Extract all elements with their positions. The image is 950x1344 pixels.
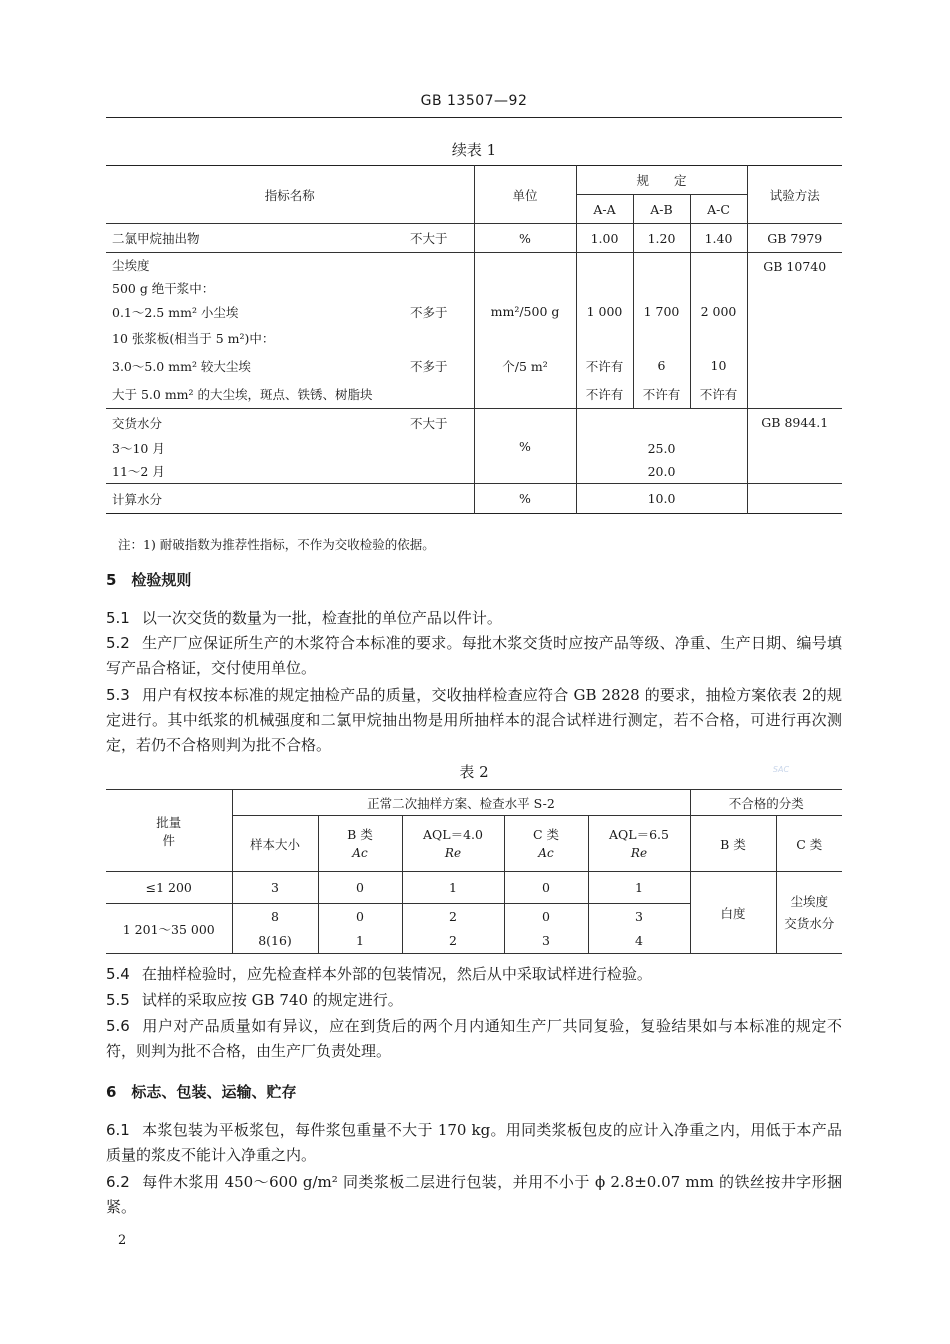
t2-batch-label: 批量 (156, 814, 182, 830)
row-moist-unit: % (474, 409, 576, 484)
t2-c-items (776, 872, 842, 954)
row-dust-line2: 0.1～2.5 mm² 小尘埃 (112, 304, 239, 320)
t2-r1-b-ac: 0 (318, 872, 402, 904)
para-5-5-num: 5.5 (106, 991, 130, 1009)
para-5-3-text: 用户有权按本标准的规定抽检产品的质量，交收抽样检查应符合 GB 2828 的要求，抽检方案依表 2的规定进行。其中纸浆的机械强度和二氯甲烷抽出物是用所抽样本的混合试样进行测定，若不合格，可进行再次测定，若仍不合格则判为批不合格。 (106, 686, 842, 754)
para-5-5-text: 试样的采取应按 GB 740 的规定进行。 (141, 991, 403, 1009)
row-dcm-unit: % (474, 224, 576, 253)
t2-r1-c-ac: 0 (504, 872, 588, 904)
row-moist-title: 交货水分 (112, 415, 163, 431)
para-5-4-num: 5.4 (106, 965, 130, 983)
t2-r3-c-re: 4 (588, 929, 690, 954)
para-6-1-text: 本浆包装为平板浆包，每件浆包重量不大于 170 kg。用同类浆板包皮的应计入净重之内，用低于本产品质量的浆皮不能计入净重之内。 (106, 1121, 842, 1164)
row-calc-name: 计算水分 (112, 491, 163, 507)
t2-r1-c-re: 1 (588, 872, 690, 904)
header-rule (106, 117, 842, 118)
row-dust-line4-ac: 10 (690, 351, 747, 381)
row-dust-line5-ac: 不许有 (690, 381, 747, 409)
t2-batch-unit: 件 (162, 832, 175, 848)
t2-r2-b-re: 2 (402, 904, 504, 929)
row-dust-line5: 大于 5.0 mm² 的大尘埃，斑点、铁锈、树脂块 (106, 381, 474, 409)
row-dust-line4: 3.0～5.0 mm² 较大尘埃 (112, 358, 251, 374)
row-moist-line1: 3～10 月 (112, 441, 165, 456)
t2-c-re-symbol: Re (630, 845, 648, 860)
row-dust-line2-aa: 1 000 (576, 299, 633, 325)
t2-r3-b-re: 2 (402, 929, 504, 954)
t2-c-ac-header (504, 816, 588, 872)
t2-c-ac-symbol: Ac (538, 845, 554, 860)
t2-c-col-header: C 类 (776, 816, 842, 872)
para-5-2-text: 生产厂应保证所生产的木浆符合本标准的要求。每批木浆交货时应按产品等级、净重、生产日期、编号填写产品合格证，交付使用单位。 (106, 634, 842, 677)
para-6-1 (106, 1118, 842, 1168)
row-dust-line4-unit: 个/5 m² (474, 351, 576, 381)
col-header-spec: 规 定 (576, 166, 747, 195)
t2-plan-header: 正常二次抽样方案、检查水平 S-2 (232, 790, 690, 816)
para-6-2-text: 每件木浆用 450～600 g/m² 同类浆板二层进行包装，并用不小于 ϕ 2.8±0.07 mm 的铁丝按井字形捆紧。 (106, 1173, 842, 1216)
row-moist-v1: 25.0 (576, 437, 747, 460)
para-5-3-num: 5.3 (106, 686, 130, 704)
para-5-4-text: 在抽样检验时，应先检查样本外部的包装情况，然后从中采取试样进行检验。 (141, 965, 652, 983)
para-5-1-num: 5.1 (106, 609, 130, 627)
row-dust-line3: 10 张浆板(相当于 5 m²)中： (112, 330, 275, 346)
table1-caption: 续表 1 (451, 141, 497, 159)
col-header-name: 指标名称 (106, 166, 474, 224)
t2-r2-c-re: 3 (588, 904, 690, 929)
t2-b-col-header: B 类 (690, 816, 776, 872)
para-5-6-text: 用户对产品质量如有异议，应在到货后的两个月内通知生产厂共同复验，复验结果如与本标准的规定不符，则判为批不合格，由生产厂负责处理。 (106, 1017, 842, 1060)
row-dust-line5-ab: 不许有 (633, 381, 690, 409)
row-moist-method: GB 8944.1 (747, 409, 842, 484)
row-moist-v2: 20.0 (576, 460, 747, 484)
table2 (106, 789, 842, 954)
section6-title: 6 标志、包装、运输、贮存 (106, 1083, 297, 1101)
row-dust-line2-ab: 1 700 (633, 299, 690, 325)
para-5-6 (106, 1014, 842, 1064)
row-dust-line1: 500 g 绝干浆中： (112, 281, 215, 296)
table1 (106, 165, 842, 514)
t2-r3-c-ac: 3 (504, 929, 588, 954)
para-5-1-text: 以一次交货的数量为一批，检查批的单位产品以件计。 (141, 609, 502, 627)
t2-r3-b-ac: 1 (318, 929, 402, 954)
col-header-grade-aa: A-A (576, 195, 633, 224)
t2-b-aql: AQL＝4.0 (423, 826, 483, 842)
sac-watermark: SAC (772, 765, 790, 774)
row-dust-line4-aa: 不许有 (576, 351, 633, 381)
row-dust-line4-ab: 6 (633, 351, 690, 381)
page-number: 2 (118, 1233, 127, 1248)
t2-b-class: B 类 (347, 826, 373, 842)
t2-c-item-dust: 尘埃度 (790, 893, 828, 909)
row-dust-title: 尘埃度 (112, 258, 150, 274)
t2-b-re-header (402, 816, 504, 872)
t2-batch-header (106, 790, 232, 872)
row-dust-line4-qual: 不多于 (404, 351, 474, 381)
t2-r1-batch: ≤1 200 (106, 872, 232, 904)
t2-r1-b-re: 1 (402, 872, 504, 904)
para-6-2 (106, 1170, 842, 1220)
standard-code-header: GB 13507—92 (420, 93, 528, 109)
para-6-2-num: 6.2 (106, 1173, 130, 1191)
t2-r3-n: 8(16) (232, 929, 318, 954)
t2-c-item-moisture: 交货水分 (784, 915, 835, 931)
t2-r2-n: 8 (232, 904, 318, 929)
para-6-1-num: 6.1 (106, 1121, 130, 1139)
col-header-grade-ac: A-C (690, 195, 747, 224)
row-calc-unit: % (474, 484, 576, 514)
row-dust-line2-ac: 2 000 (690, 299, 747, 325)
t2-c-re-header (588, 816, 690, 872)
t2-sample-size-header: 样本大小 (232, 816, 318, 872)
t2-b-items: 白度 (690, 872, 776, 954)
t2-r2-c-ac: 0 (504, 904, 588, 929)
t2-fail-class-header: 不合格的分类 (690, 790, 842, 816)
row-dust-line5-aa: 不许有 (576, 381, 633, 409)
t2-c-class: C 类 (532, 826, 560, 842)
para-5-3 (106, 683, 842, 758)
col-header-grade-ab: A-B (633, 195, 690, 224)
t2-b-ac-header (318, 816, 402, 872)
para-5-5 (106, 988, 842, 1013)
row-dcm-aa: 1.00 (576, 224, 633, 253)
row-moist-qual: 不大于 (404, 409, 474, 437)
row-dust-line2-qual: 不多于 (404, 299, 474, 325)
row-dust-line2-unit: mm²/500 g (474, 299, 576, 325)
para-5-4 (106, 962, 842, 987)
row-dcm-name: 二氯甲烷抽出物 (106, 224, 404, 253)
para-5-6-num: 5.6 (106, 1017, 130, 1035)
row-dcm-qual: 不大于 (404, 224, 474, 253)
row-dcm-ac: 1.40 (690, 224, 747, 253)
t2-b-ac-symbol: Ac (352, 845, 368, 860)
table1-note: 注：1) 耐破指数为推荐性指标，不作为交收检验的依据。 (118, 537, 435, 552)
t2-c-aql: AQL＝6.5 (609, 826, 669, 842)
para-5-1 (106, 606, 842, 631)
t2-r2-b-ac: 0 (318, 904, 402, 929)
col-header-method: 试验方法 (747, 166, 842, 224)
para-5-2 (106, 631, 842, 681)
row-moist-line2: 11～2 月 (106, 460, 404, 484)
para-5-2-num: 5.2 (106, 634, 130, 652)
row-calc-v: 10.0 (576, 484, 747, 514)
t2-r1-n: 3 (232, 872, 318, 904)
table2-caption: 表 2 (459, 763, 489, 781)
row-dcm-ab: 1.20 (633, 224, 690, 253)
row-dust-method: GB 10740 (747, 253, 842, 409)
section5-title: 5 检验规则 (106, 571, 192, 589)
col-header-unit: 单位 (474, 166, 576, 224)
row-dcm-method: GB 7979 (747, 224, 842, 253)
t2-r2-batch: 1 201～35 000 (106, 904, 232, 954)
t2-b-re-symbol: Re (444, 845, 462, 860)
